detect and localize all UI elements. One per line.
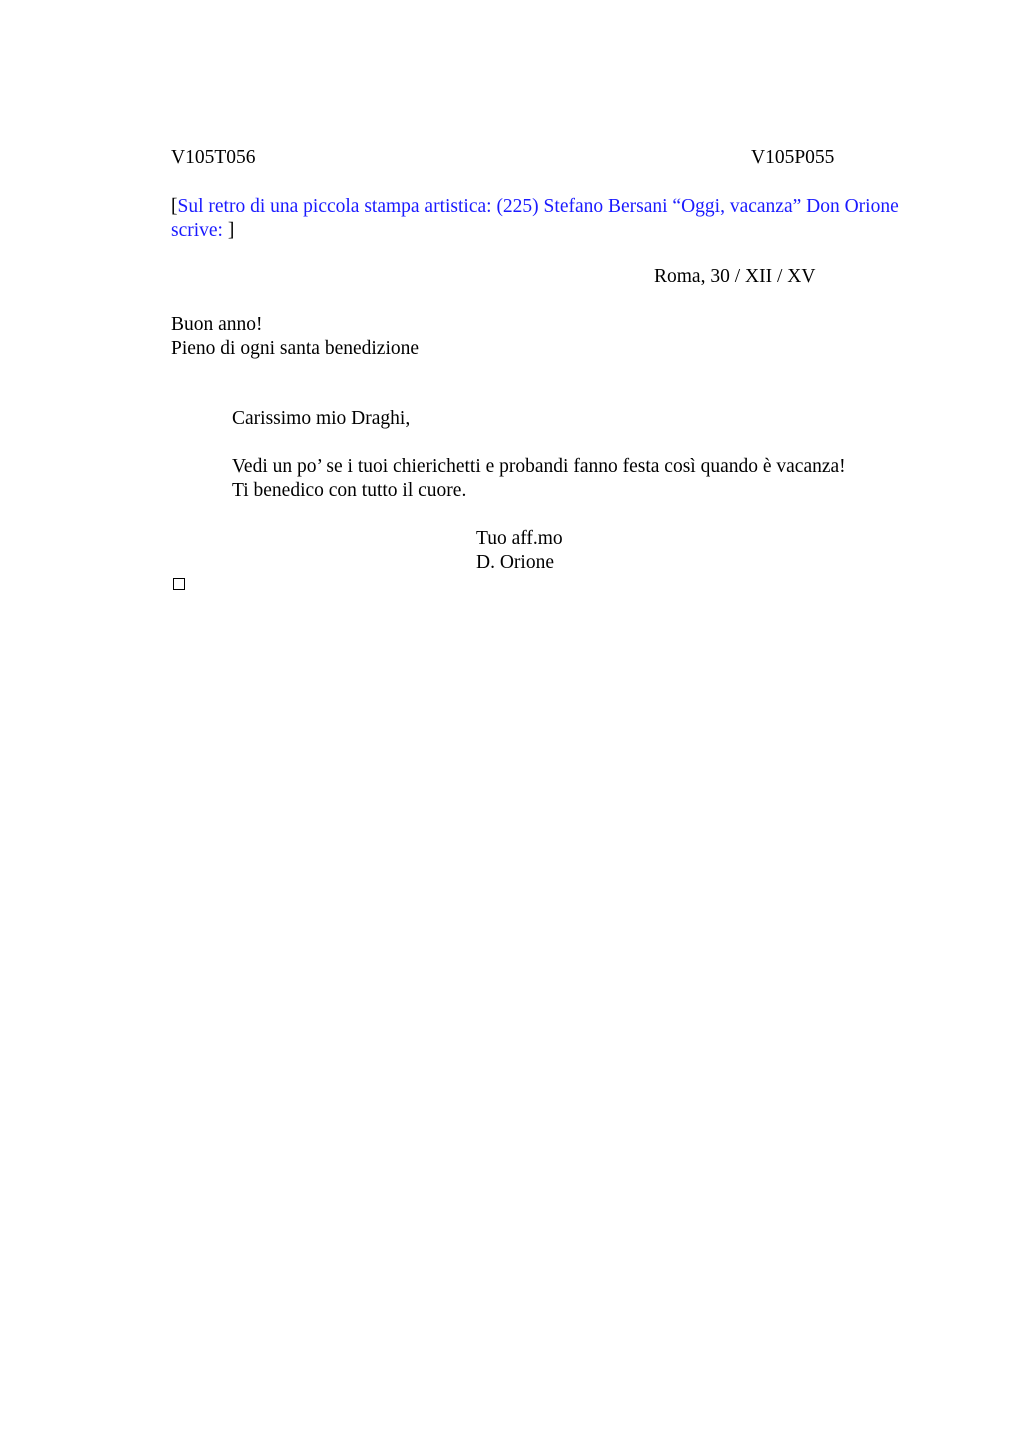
editorial-note: [171, 195, 911, 243]
letter-date: Roma, 30 / XII / XV: [654, 266, 816, 287]
letter-salutation: Carissimo mio Draghi,: [232, 408, 411, 429]
note-close-bracket: ]: [222, 220, 235, 241]
greeting-line-1: Buon anno!: [171, 314, 263, 335]
empty-square-icon: [173, 578, 185, 590]
letter-closing: Tuo aff.mo: [476, 528, 563, 549]
note-open-bracket: [: [171, 196, 178, 217]
signoff-block: [476, 527, 563, 575]
greeting-block: [171, 313, 419, 361]
letter-body: [232, 455, 846, 503]
body-line-2: Ti benedico con tutto il cuore.: [232, 480, 467, 501]
greeting-line-2: Pieno di ogni santa benedizione: [171, 338, 420, 359]
document-code-right: V105P055: [751, 147, 835, 168]
document-code-left: V105T056: [171, 147, 256, 168]
body-line-1: Vedi un po’ se i tuoi chierichetti e probandi fanno festa così quando è vacanza!: [232, 456, 846, 477]
letter-signature: D. Orione: [476, 552, 554, 573]
note-text: Sul retro di una piccola stampa artistica: (225) Stefano Bersani “Oggi, vacanza” Don Orione scrive:: [171, 196, 899, 241]
